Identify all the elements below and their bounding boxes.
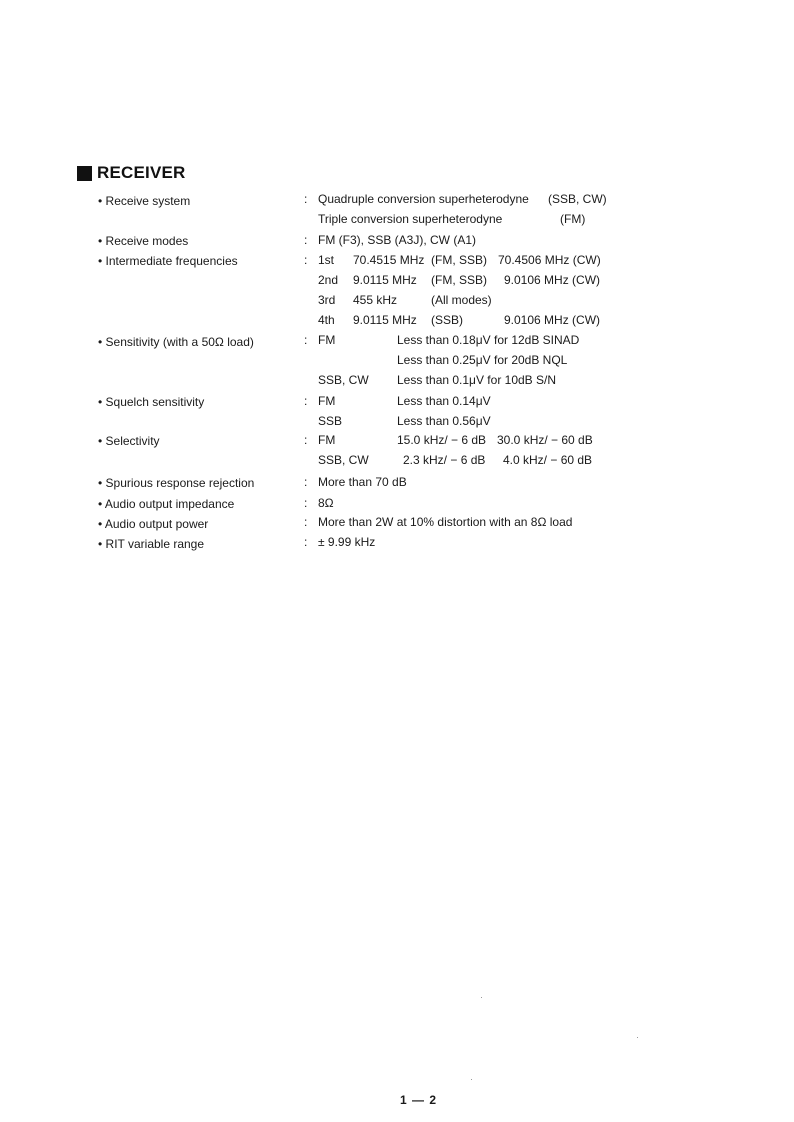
receive-system-line1-mode: (SSB, CW) (548, 192, 607, 206)
if-mode: (FM, SSB) (431, 273, 487, 287)
if-label: • Intermediate frequencies (98, 254, 238, 268)
scan-speck (471, 1079, 472, 1080)
impedance-value: 8Ω (318, 496, 334, 510)
if-alt: 9.0106 MHz (CW) (504, 313, 601, 327)
sensitivity-fm-line2: Less than 0.25μV for 20dB NQL (397, 353, 568, 367)
receive-system-line2: Triple conversion superheterodyne (318, 212, 503, 226)
receive-modes-label: • Receive modes (98, 234, 189, 248)
selectivity-ssb-mode: SSB, CW (318, 453, 369, 467)
rit-value: ± 9.99 kHz (318, 535, 376, 549)
sensitivity-label: • Sensitivity (with a 50Ω load) (98, 335, 254, 349)
colon: : (304, 475, 308, 489)
if-freq: 70.4515 MHz (353, 253, 425, 267)
squelch-label: • Squelch sensitivity (98, 395, 205, 409)
squelch-ssb-mode: SSB (318, 414, 343, 428)
if-stage: 3rd (318, 293, 336, 307)
if-freq: 455 kHz (353, 293, 398, 307)
selectivity-fm-val1: 15.0 kHz/ − 6 dB (397, 433, 487, 447)
sensitivity-ssb-mode: SSB, CW (318, 373, 369, 387)
selectivity-ssb-val1: 2.3 kHz/ − 6 dB (403, 453, 486, 467)
spurious-label: • Spurious response rejection (98, 476, 255, 490)
scan-speck (481, 997, 482, 998)
if-alt: 9.0106 MHz (CW) (504, 273, 601, 287)
colon: : (304, 515, 308, 529)
selectivity-ssb-val2: 4.0 kHz/ − 60 dB (503, 453, 593, 467)
if-mode: (All modes) (431, 293, 492, 307)
selectivity-fm-val2: 30.0 kHz/ − 60 dB (497, 433, 593, 447)
if-stage: 2nd (318, 273, 339, 287)
colon: : (304, 333, 308, 347)
scan-speck (637, 1037, 638, 1038)
colon: : (304, 535, 308, 549)
audio-power-value: More than 2W at 10% distortion with an 8Ω load (318, 515, 573, 529)
if-freq: 9.0115 MHz (353, 273, 417, 287)
section-title: RECEIVER (97, 163, 186, 182)
sensitivity-fm-mode: FM (318, 333, 336, 347)
rit-label: • RIT variable range (98, 537, 205, 551)
if-freq: 9.0115 MHz (353, 313, 417, 327)
section-heading (77, 163, 186, 183)
receive-system-label: • Receive system (98, 194, 191, 208)
colon: : (304, 233, 308, 247)
sensitivity-fm-line1: Less than 0.18μV for 12dB SINAD (397, 333, 580, 347)
colon: : (304, 394, 308, 408)
receive-system-line2-mode: (FM) (560, 212, 586, 226)
selectivity-label: • Selectivity (98, 434, 160, 448)
squelch-fm-value: Less than 0.14μV (397, 394, 491, 408)
spurious-value: More than 70 dB (318, 475, 407, 489)
impedance-label: • Audio output impedance (98, 497, 235, 511)
squelch-ssb-value: Less than 0.56μV (397, 414, 491, 428)
colon: : (304, 192, 308, 206)
selectivity-fm-mode: FM (318, 433, 336, 447)
squelch-fm-mode: FM (318, 394, 336, 408)
audio-power-label: • Audio output power (98, 517, 209, 531)
if-mode: (FM, SSB) (431, 253, 487, 267)
if-mode: (SSB) (431, 313, 464, 327)
if-stage: 1st (318, 253, 335, 267)
colon: : (304, 496, 308, 510)
sensitivity-ssb-line: Less than 0.1μV for 10dB S/N (397, 373, 557, 387)
if-alt: 70.4506 MHz (CW) (498, 253, 601, 267)
colon: : (304, 253, 308, 267)
receive-modes-value: FM (F3), SSB (A3J), CW (A1) (318, 233, 477, 247)
heading-square-icon (77, 166, 92, 181)
if-stage: 4th (318, 313, 335, 327)
receive-system-line1: Quadruple conversion superheterodyne (318, 192, 529, 206)
colon: : (304, 433, 308, 447)
page-number: 1 — 2 (400, 1093, 438, 1107)
